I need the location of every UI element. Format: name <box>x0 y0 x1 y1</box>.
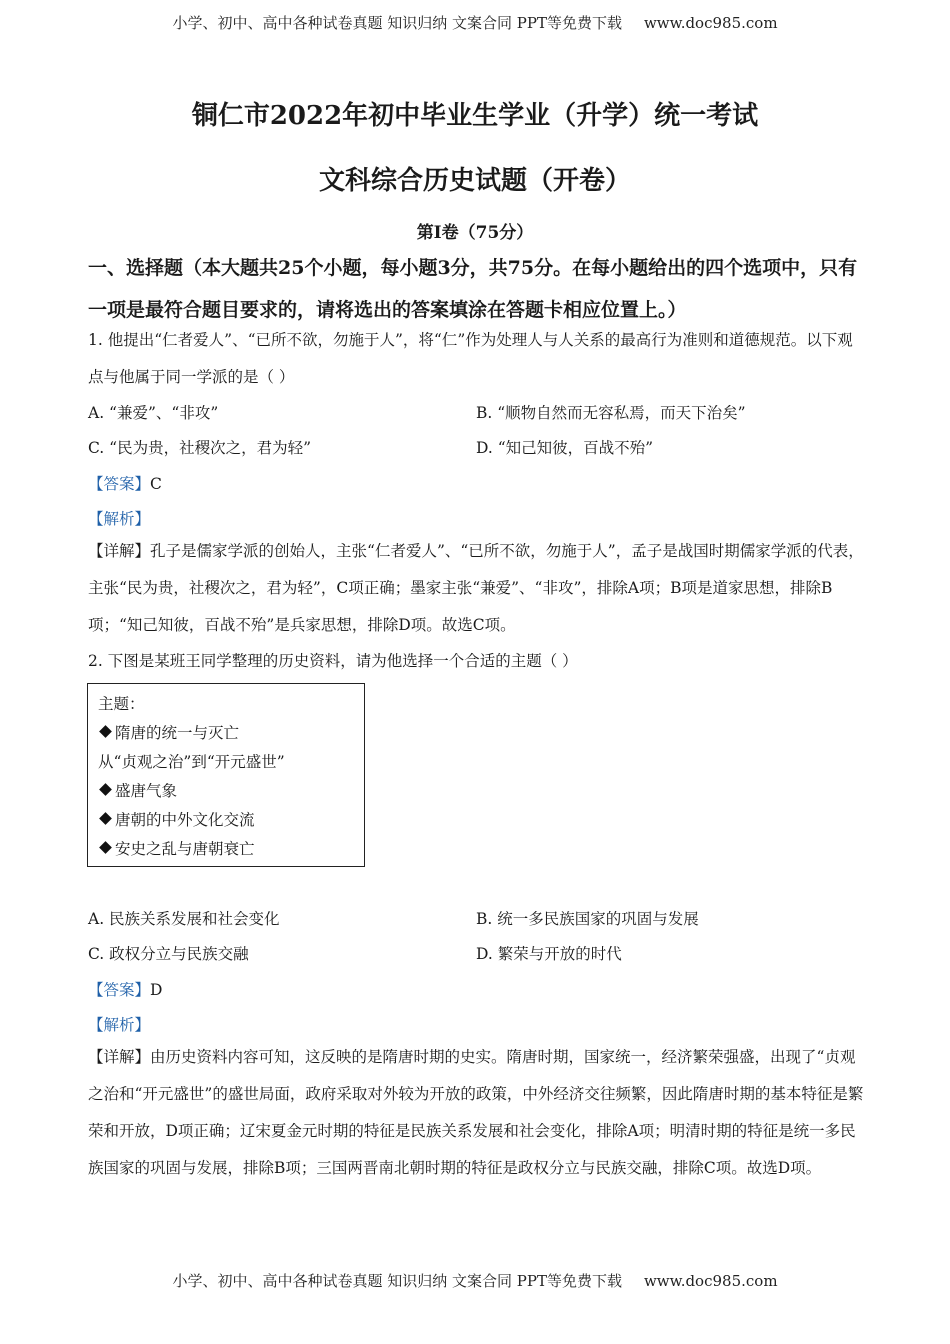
diamond-bullet-icon <box>99 725 112 738</box>
footer-text: 小学、初中、高中各种试卷真题 知识归纳 文案合同 PPT等免费下载 <box>172 1272 622 1290</box>
q1-stem: 1. 他提出“仁者爱人”、“已所不欲，勿施于人”，将“仁”作为处理人与人关系的最高行为准则和道德规范。以下观点与他属于同一学派的是（ ） <box>88 331 853 386</box>
q2-material-box <box>87 683 365 867</box>
exam-title: 铜仁市2022年初中毕业生学业（升学）统一考试 <box>191 101 759 131</box>
q2-answer-value: D <box>150 981 163 999</box>
q2-detail-label: 【详解】 <box>88 1048 151 1066</box>
q1-answer <box>88 472 162 494</box>
q2-detail-text: 由历史资料内容可知，这反映的是隋唐时期的史实。隋唐时期，国家统一，经济繁荣强盛，出现了“贞观之治和“开元盛世”的盛世局面，政府采取对外较为开放的政策，中外经济交往频繁，因此隋唐时期的基本特征是繁荣和开放，D项正确；辽宋夏金元时期的特征是民族关系发展和社会变化，排除A项；明清时期的特征是统一多民族国家的巩固与发展，排除B项；三国两晋南北朝时期的特征是政权分立与民族交融，排除C项。故选D项。 <box>88 1048 864 1177</box>
page-header <box>0 12 950 33</box>
exam-subtitle: 文科综合历史试题（开卷） <box>318 166 631 196</box>
q2-stem: 2. 下图是某班王同学整理的历史资料，请为他选择一个合适的主题（ ） <box>88 652 578 670</box>
q1-option-d: D. “知己知彼，百战不殆” <box>476 439 654 457</box>
box-item: 安史之乱与唐朝衰亡 <box>98 835 354 864</box>
box-item: 唐朝的中外文化交流 <box>98 806 354 835</box>
q1-option-b: B. “顺物自然而无容私焉，而天下治矣” <box>476 404 746 422</box>
q1-detail-text: 孔子是儒家学派的创始人，主张“仁者爱人”、“已所不欲，勿施于人”，孟子是战国时期儒家学派的代表，主张“民为贵，社稷次之，君为轻”，C项正确；墨家主张“兼爱”、“非攻”，排除A项；B项是道家思想，排除B项；“知己知彼，百战不殆”是兵家思想，排除D项。故选C项。 <box>88 542 864 634</box>
diamond-bullet-icon <box>99 841 112 854</box>
header-text: 小学、初中、高中各种试卷真题 知识归纳 文案合同 PPT等免费下载 <box>172 14 622 32</box>
q2-option-d: D. 繁荣与开放的时代 <box>476 945 622 963</box>
q2-option-a: A. 民族关系发展和社会变化 <box>88 910 280 928</box>
box-item: 盛唐气象 <box>98 777 354 806</box>
q1-detail <box>88 533 868 644</box>
q1-option-c: C. “民为贵，社稷次之，君为轻” <box>88 439 312 457</box>
part-title: 第Ⅰ卷（75分） <box>416 223 534 243</box>
header-url[interactable]: www.doc985.com <box>643 14 778 32</box>
q2-option-b: B. 统一多民族国家的巩固与发展 <box>476 910 699 928</box>
q2-option-c: C. 政权分立与民族交融 <box>88 945 249 963</box>
box-item: 隋唐的统一与灭亡 <box>98 719 354 748</box>
q2-analysis-label: 【解析】 <box>88 1016 151 1034</box>
q1-analysis-label: 【解析】 <box>88 510 151 528</box>
q1-detail-label: 【详解】 <box>88 542 151 560</box>
q1-option-a: A. “兼爱”、“非攻” <box>88 404 219 422</box>
q2-answer <box>88 978 162 1000</box>
footer-url[interactable]: www.doc985.com <box>643 1272 778 1290</box>
diamond-bullet-icon <box>99 783 112 796</box>
box-title: 主题： <box>98 695 145 713</box>
q1-answer-value: C <box>150 475 162 493</box>
box-item-plain: 从“贞观之治”到“开元盛世” <box>98 753 285 771</box>
section-heading: 一、选择题（本大题共25个小题，每小题3分，共75分。在每小题给出的四个选项中，只有一项是最符合题目要求的，请将选出的答案填涂在答题卡相应位置上。） <box>88 257 858 321</box>
diamond-bullet-icon <box>99 812 112 825</box>
q2-detail <box>88 1039 868 1187</box>
page-footer <box>0 1270 950 1291</box>
q1-answer-label: 【答案】 <box>88 475 151 493</box>
q2-answer-label: 【答案】 <box>88 981 151 999</box>
